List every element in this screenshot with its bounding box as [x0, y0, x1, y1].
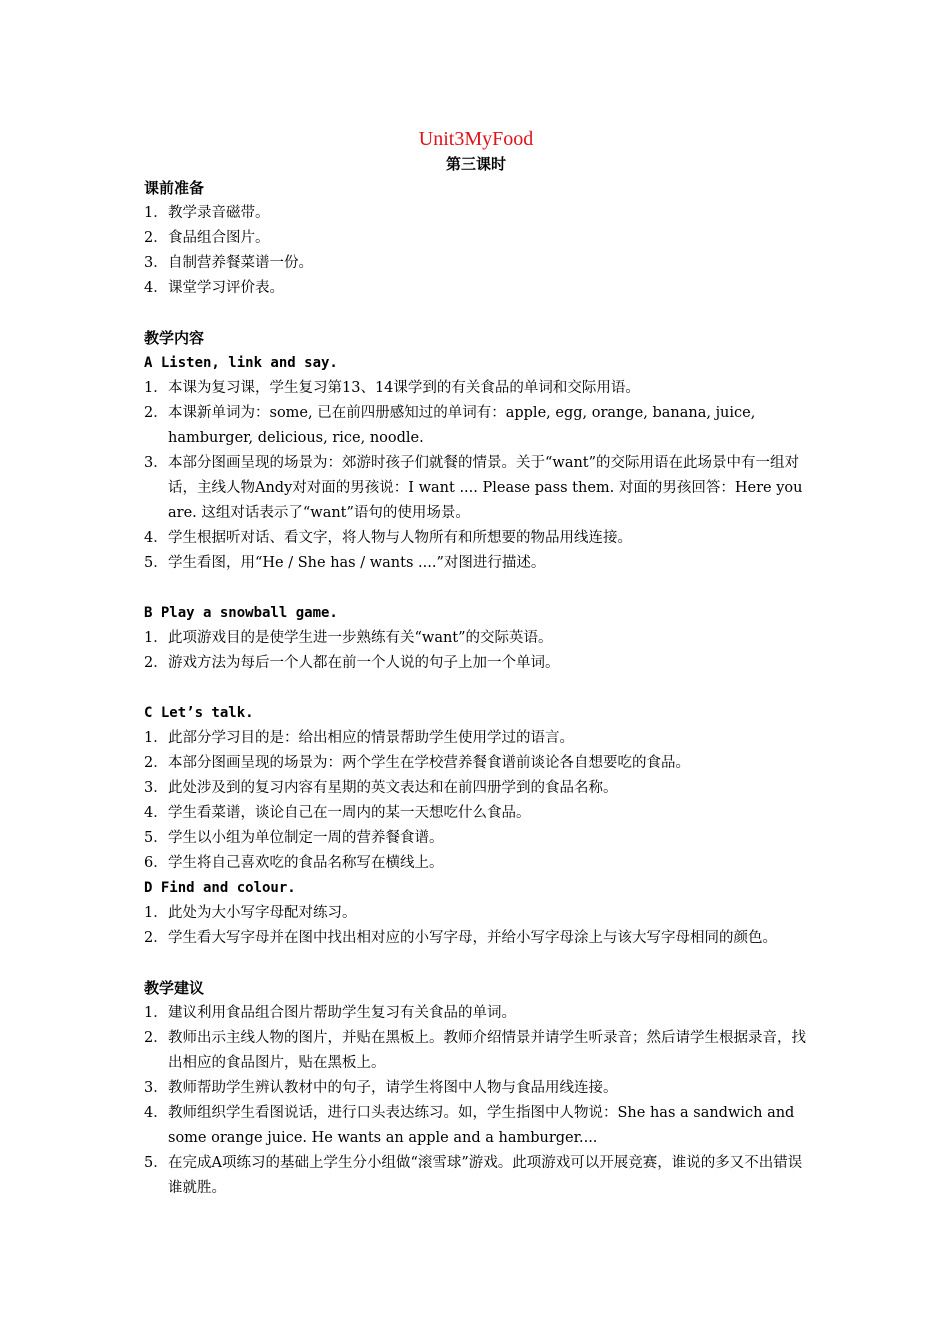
list-item: 4． 课堂学习评价表。: [144, 280, 284, 296]
list-item: 1． 此项游戏目的是使学生进一步熟练有关“want”的交际英语。: [144, 630, 553, 646]
part-b-heading: B Play a snowball game.: [144, 605, 338, 621]
list-item: 1． 此部分学习目的是：给出相应的情景帮助学生使用学过的语言。: [144, 730, 574, 746]
list-item: 1． 教学录音磁带。: [144, 205, 270, 221]
list-item: 3． 本部分图画呈现的场景为：郊游时孩子们就餐的情景。关于“want”的交际用语在此场景中有一组对话，主线人物Andy对对面的男孩说：I want .... Please pass them. 对面的男孩回答：Here you are. 这组对话表示了“want”语句的使用场景。: [144, 455, 803, 521]
content-heading: 教学内容: [144, 329, 205, 347]
list-item: 2． 游戏方法为每后一个人都在前一个人说的句子上加一个单词。: [144, 655, 560, 671]
list-item: 2． 教师出示主线人物的图片，并贴在黑板上。教师介绍情景并请学生听录音；然后请学生根据录音，找出相应的食品图片，贴在黑板上。: [144, 1030, 806, 1071]
prep-heading: 课前准备: [144, 179, 205, 197]
part-c-heading: C Let’s talk.: [144, 705, 254, 721]
list-item: 4． 学生根据听对话、看文字，将人物与人物所有和所想要的物品用线连接。: [144, 530, 632, 546]
document-title: Unit3MyFood: [418, 128, 534, 150]
list-item: 2． 食品组合图片。: [144, 230, 270, 246]
list-item: 5． 学生看图，用“He / She has / wants ....”对图进行描述。: [144, 555, 546, 571]
part-d-heading: D Find and colour.: [144, 880, 296, 896]
list-item: 3． 此处涉及到的复习内容有星期的英文表达和在前四册学到的食品名称。: [144, 780, 618, 796]
document-page: [144, 126, 808, 1201]
lesson-subtitle: 第三课时: [445, 155, 506, 173]
list-item: 1． 此处为大小写字母配对练习。: [144, 905, 357, 921]
list-item: 1． 本课为复习课，学生复习第13、14课学到的有关食品的单词和交际用语。: [144, 380, 640, 396]
list-item: 5． 在完成A项练习的基础上学生分小组做“滚雪球”游戏。此项游戏可以开展竞赛，谁说的多又不出错误谁就胜。: [144, 1155, 803, 1196]
list-item: 2． 本课新单词为：some, 已在前四册感知过的单词有：apple, egg, orange, banana, juice, hamburger, delicious, rice, noodle.: [144, 405, 756, 446]
part-a-heading: A Listen, link and say.: [144, 355, 338, 371]
list-item: 3． 教师帮助学生辨认教材中的句子，请学生将图中人物与食品用线连接。: [144, 1080, 618, 1096]
list-item: 4． 教师组织学生看图说话，进行口头表达练习。如，学生指图中人物说：She has a sandwich and some orange juice. He wants an apple and a hamburger....: [144, 1105, 795, 1146]
list-item: 6． 学生将自己喜欢吃的食品名称写在横线上。: [144, 855, 444, 871]
list-item: 3． 自制营养餐菜谱一份。: [144, 255, 313, 271]
list-item: 2． 本部分图画呈现的场景为：两个学生在学校营养餐食谱前谈论各自想要吃的食品。: [144, 755, 690, 771]
list-item: 4． 学生看菜谱，谈论自己在一周内的某一天想吃什么食品。: [144, 805, 531, 821]
list-item: 5． 学生以小组为单位制定一周的营养餐食谱。: [144, 830, 444, 846]
list-item: 1． 建议利用食品组合图片帮助学生复习有关食品的单词。: [144, 1005, 516, 1021]
advice-heading: 教学建议: [144, 979, 205, 997]
list-item: 2． 学生看大写字母并在图中找出相对应的小写字母，并给小写字母涂上与该大写字母相同的颜色。: [144, 930, 777, 946]
